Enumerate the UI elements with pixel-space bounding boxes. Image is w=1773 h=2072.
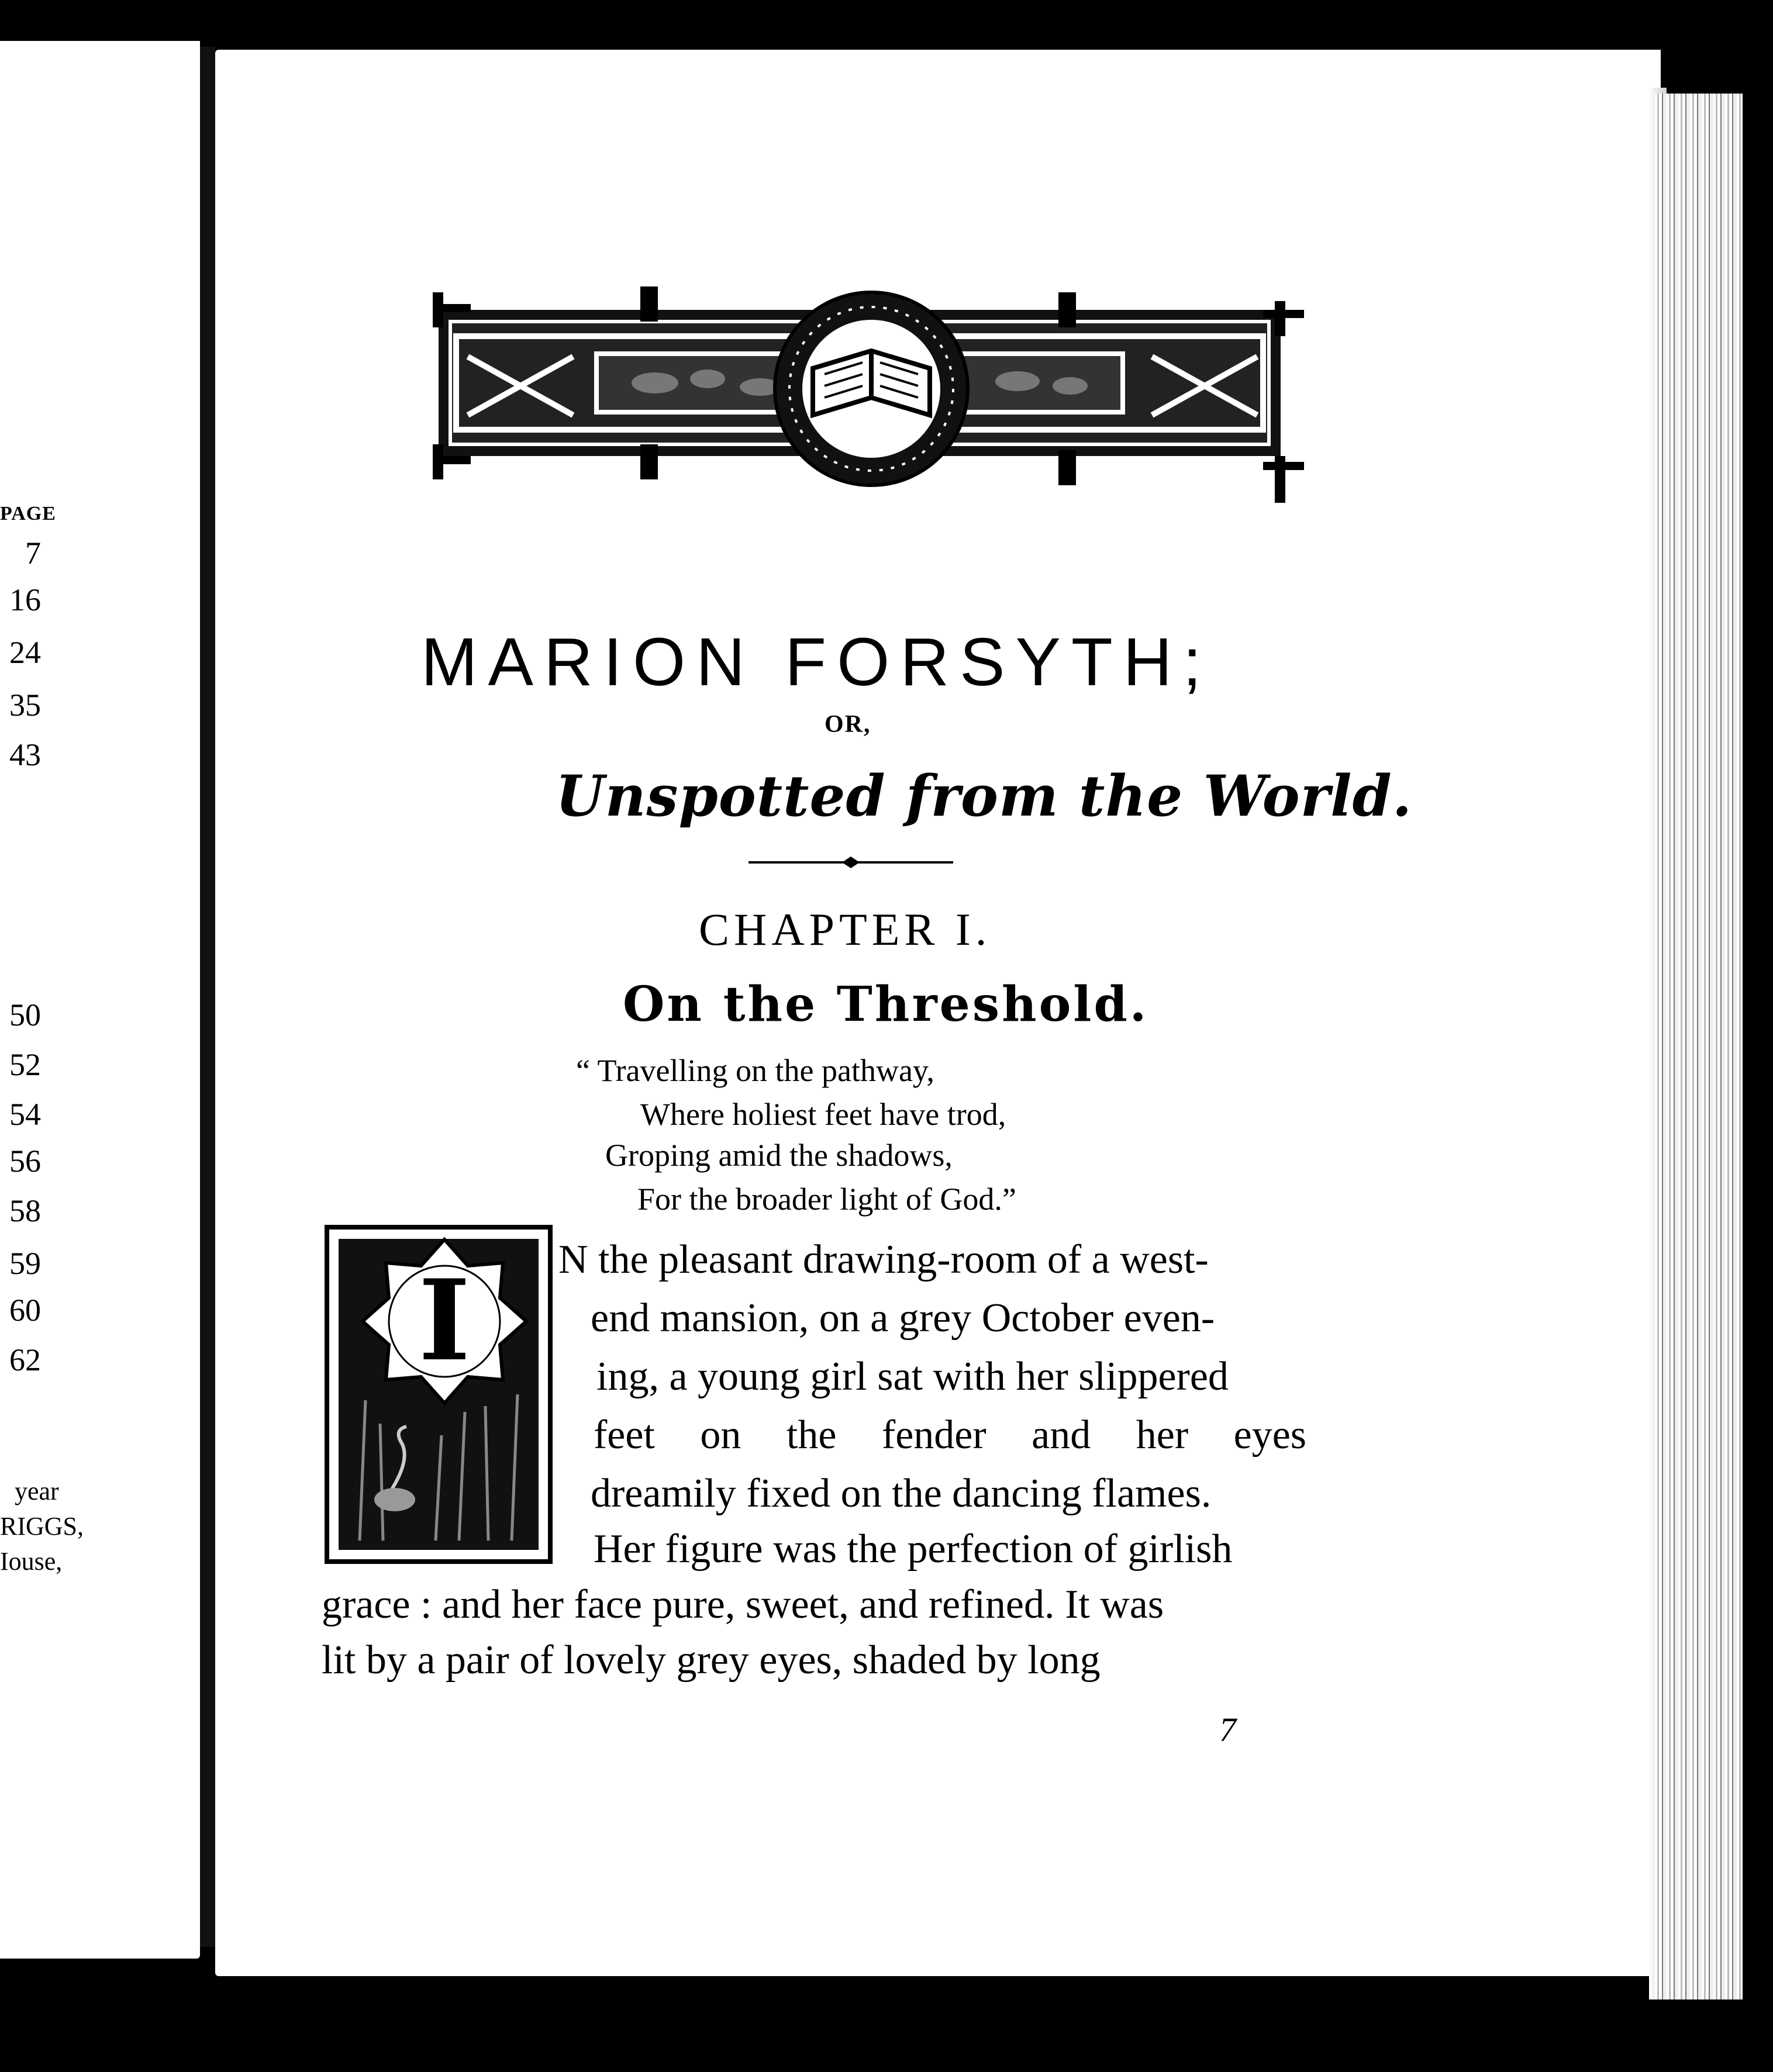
chapter-label: CHAPTER I. xyxy=(699,904,992,955)
toc-page-number: 50 xyxy=(9,997,41,1032)
book-title: MARION FORSYTH; xyxy=(421,624,1212,700)
drop-cap-letter: I xyxy=(418,1255,471,1386)
epigraph-line: Groping amid the shadows, xyxy=(605,1138,953,1173)
toc-page-number: 62 xyxy=(9,1342,41,1377)
decorated-drop-cap xyxy=(325,1225,553,1564)
toc-page-number: 7 xyxy=(25,536,41,571)
body-line: grace : and her face pure, sweet, and refined. It was xyxy=(322,1582,1164,1627)
book-subtitle: Unspotted from the World. xyxy=(556,763,1413,829)
toc-page-number: 52 xyxy=(9,1047,41,1082)
chapter-title: On the Threshold. xyxy=(623,976,1149,1032)
body-line: dreamily fixed on the dancing flames. xyxy=(591,1471,1212,1516)
body-line: feet on the fender and her eyes xyxy=(594,1413,1307,1458)
toc-page-header: PAGE xyxy=(0,503,56,524)
toc-page-number: 35 xyxy=(9,688,41,723)
epigraph-line: For the broader light of God.” xyxy=(637,1182,1016,1217)
body-line: ing, a young girl sat with her slippered xyxy=(596,1354,1229,1399)
toc-page-number: 58 xyxy=(9,1193,41,1228)
toc-page-number: 16 xyxy=(9,582,41,617)
epigraph-line: Where holiest feet have trod, xyxy=(640,1097,1006,1132)
book-gutter xyxy=(200,47,215,1947)
left-page-fragment: year xyxy=(15,1477,59,1505)
toc-page-number: 43 xyxy=(9,737,41,772)
toc-page-number: 24 xyxy=(9,635,41,670)
left-page-fragment: Iouse, xyxy=(0,1547,63,1576)
toc-page-number: 56 xyxy=(9,1144,41,1179)
ornamental-headpiece xyxy=(433,281,1310,514)
toc-page-number: 54 xyxy=(9,1097,41,1132)
body-line: lit by a pair of lovely grey eyes, shaded by long xyxy=(322,1638,1101,1683)
toc-page-number: 60 xyxy=(9,1293,41,1328)
toc-page-number: 59 xyxy=(9,1246,41,1281)
page-number: 7 xyxy=(1219,1711,1236,1749)
left-page-fragment: RIGGS, xyxy=(0,1512,84,1541)
epigraph-line: “ Travelling on the pathway, xyxy=(576,1053,934,1088)
body-line: end mansion, on a grey October even- xyxy=(591,1296,1215,1341)
body-line: N the pleasant drawing-room of a west- xyxy=(558,1237,1209,1282)
page-edges xyxy=(1655,94,1743,2000)
ornamental-rule xyxy=(748,854,953,871)
body-line: Her figure was the perfection of girlish xyxy=(594,1527,1233,1572)
title-conjunction: OR, xyxy=(825,711,871,738)
